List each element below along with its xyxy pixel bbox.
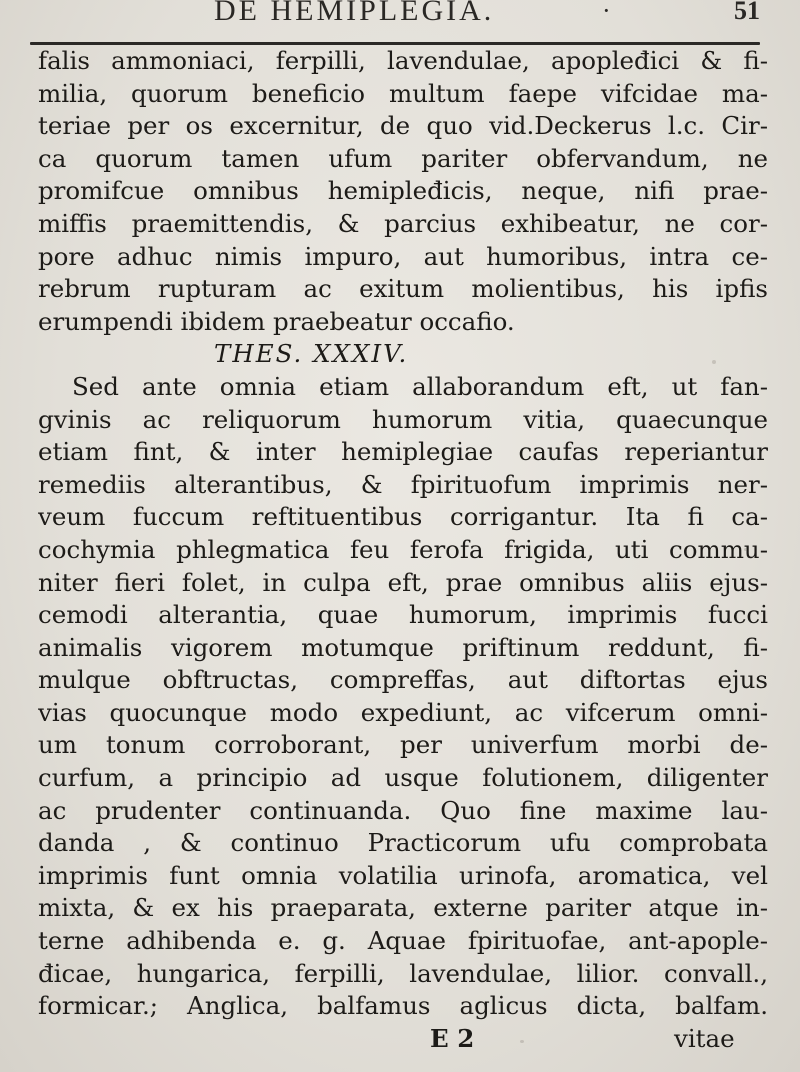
text-line: animalis vigorem motumque priftinum reddunt, fi- xyxy=(38,632,768,662)
text-line: imprimis funt omnia volatilia urinofa, aromatica, vel xyxy=(38,860,768,890)
text-line: remediis alterantibus, & fpirituofum imprimis ner- xyxy=(38,469,768,499)
text-line: đicae, hungarica, ferpilli, lavendulae, lilior. convall., xyxy=(38,958,768,988)
section-heading: THES. XXXIV. xyxy=(214,339,409,369)
text-line: mulque obftructas, compreffas, aut diftortas ejus xyxy=(38,665,768,695)
paper-speck xyxy=(712,360,716,364)
text-line: miffis praemittendis, & parcius exhibeatur, ne cor- xyxy=(38,208,768,238)
text-line: ca quorum tamen ufum pariter obfervandum, ne xyxy=(38,143,768,173)
text-line: terne adhibenda e. g. Aquae fpirituofae, ant-apople- xyxy=(38,926,768,956)
text-line: cochymia phlegmatica feu ferofa frigida, uti commu- xyxy=(38,534,768,564)
text-line: formicar.; Anglica, balfamus aglicus dicta, balfam. xyxy=(38,991,768,1021)
catchword: vitae xyxy=(674,1023,735,1053)
body-text xyxy=(38,45,768,1055)
text-line: milia, quorum beneficio multum faepe vifcidae ma- xyxy=(38,78,768,108)
text-line: teriae per os excernitur, de quo vid.Deckerus l.c. Cir- xyxy=(38,111,768,141)
paper-speck xyxy=(520,1040,524,1043)
text-line: gvinis ac reliquorum humorum vitia, quaecunque xyxy=(38,404,768,434)
text-line: etiam fint, & inter hemiplegiae caufas reperiantur xyxy=(38,437,768,467)
running-head-mark: · xyxy=(602,0,611,25)
text-line: niter fieri folet, in culpa eft, prae omnibus aliis ejus- xyxy=(38,567,768,597)
text-line: um tonum corroborant, per univerfum morbi de- xyxy=(38,730,768,760)
text-line: rebrum rupturam ac exitum molientibus, his ipfis xyxy=(38,274,768,304)
text-line: vias quocunque modo expediunt, ac vifcerum omni- xyxy=(38,697,768,727)
text-line: Sed ante omnia etiam allaborandum eft, ut fan- xyxy=(72,371,768,401)
text-line: erumpendi ibidem praebeatur occafio. xyxy=(38,306,515,336)
paper-speck xyxy=(744,548,747,551)
page-number: 51 xyxy=(734,0,760,25)
footer-line xyxy=(38,1023,768,1056)
paper-speck xyxy=(120,1012,123,1015)
text-line: falis ammoniaci, ferpilli, lavendulae, apopleđici & fi- xyxy=(38,46,768,75)
text-line: veum fuccum reftituentibus corrigantur. Ita fi ca- xyxy=(38,502,768,532)
running-head xyxy=(0,0,800,34)
signature-mark: E 2 xyxy=(430,1023,475,1053)
text-line: cemodi alterantia, quae humorum, imprimis fucci xyxy=(38,600,768,630)
text-line: mixta, & ex his praeparata, externe pariter atque in- xyxy=(38,893,768,923)
text-line: promifcue omnibus hemipleđicis, neque, nifi prae- xyxy=(38,176,768,206)
text-line: danda , & continuo Practicorum ufu comprobata xyxy=(38,828,768,858)
text-line: curfum, a principio ad usque folutionem, diligenter xyxy=(38,763,768,793)
text-line: ac prudenter continuanda. Quo fine maxime lau- xyxy=(38,795,768,825)
running-title: DE HEMIPLEGIA. xyxy=(214,0,495,27)
text-line: pore adhuc nimis impuro, aut humoribus, intra ce- xyxy=(38,241,768,271)
